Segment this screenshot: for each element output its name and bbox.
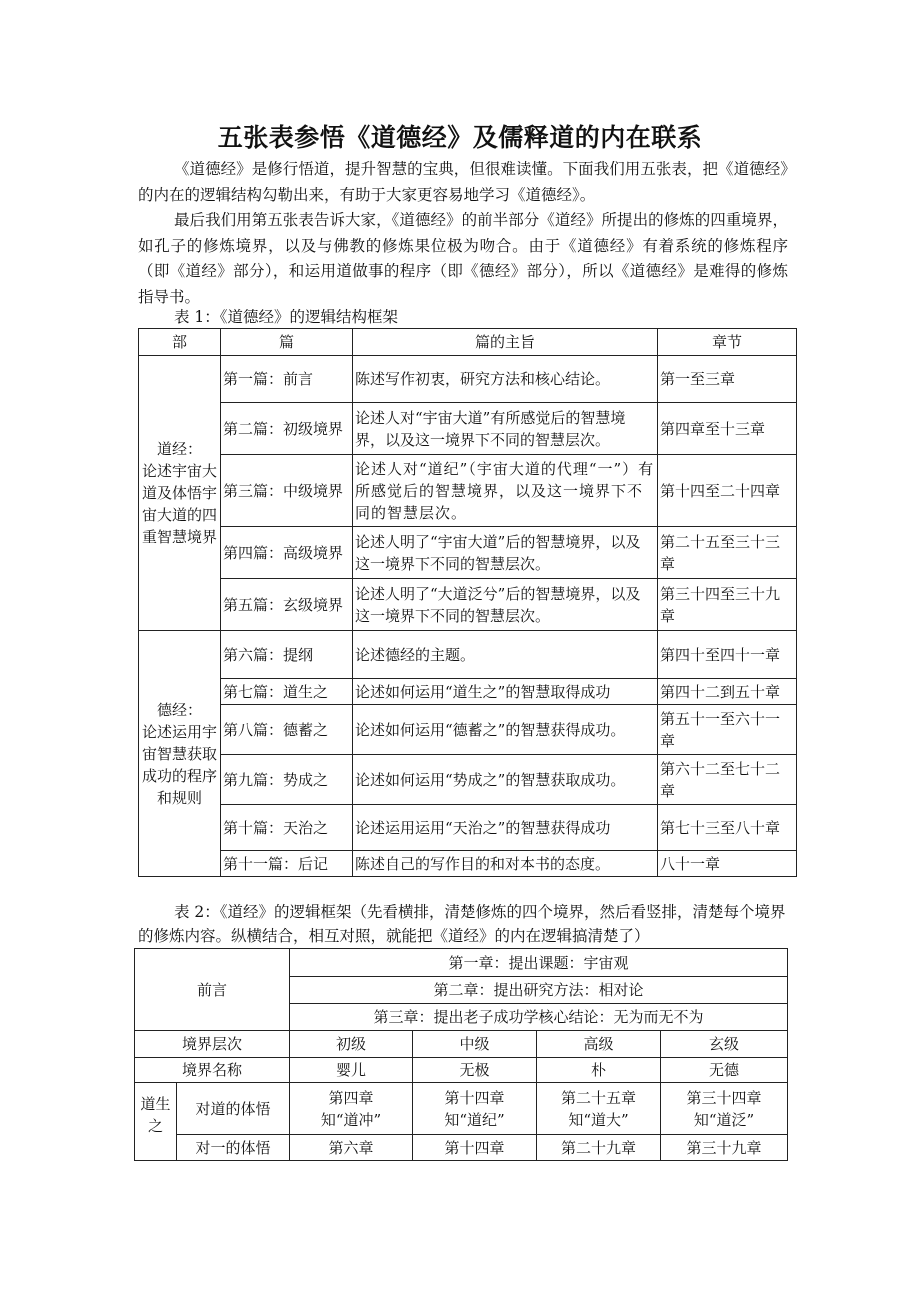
zhi-cell: 论述如何运用“德蓄之”的智慧获得成功。 bbox=[353, 705, 658, 755]
chapter-number: 第四章 bbox=[328, 1088, 374, 1107]
preface-chapter-3: 第三章：提出老子成功学核心结论：无为而无不为 bbox=[290, 1004, 788, 1031]
chapter-cell bbox=[413, 1083, 537, 1135]
pian-cell: 第三篇：中级境界 bbox=[221, 455, 353, 527]
zhi-cell: 陈述自己的写作目的和对本书的态度。 bbox=[353, 851, 658, 877]
preface-chapter-2: 第二章：提出研究方法：相对论 bbox=[290, 977, 788, 1004]
table-row bbox=[139, 631, 797, 679]
chapter-number: 第三十九章 bbox=[661, 1135, 788, 1161]
zhang-cell: 八十一章 bbox=[658, 851, 797, 877]
pian-cell: 第五篇：玄级境界 bbox=[221, 579, 353, 631]
level-cell: 中级 bbox=[413, 1031, 537, 1058]
pian-cell: 第七篇：道生之 bbox=[221, 679, 353, 705]
table-row bbox=[139, 755, 797, 805]
name-cell: 无极 bbox=[413, 1058, 537, 1083]
preface-label: 前言 bbox=[135, 949, 290, 1031]
table-row bbox=[139, 455, 797, 527]
chapter-cell bbox=[661, 1083, 788, 1135]
zhang-cell: 第四十二到五十章 bbox=[658, 679, 797, 705]
table-row bbox=[135, 949, 788, 977]
intro-paragraph-1: 《道德经》是修行悟道，提升智慧的宝典，但很难读懂。下面我们用五张表，把《道德经》的内在的逻辑结构勾勒出来，有助于大家更容易地学习《道德经》。 bbox=[138, 160, 788, 204]
zhi-cell: 论述人明了“宇宙大道”后的智慧境界，以及这一境界下不同的智慧层次。 bbox=[353, 527, 658, 579]
chapter-note: 知“道纪” bbox=[444, 1110, 505, 1129]
page-title: 五张表参悟《道德经》及儒释道的内在联系 bbox=[217, 123, 703, 152]
zhang-cell: 第一至三章 bbox=[658, 356, 797, 403]
name-cell: 无德 bbox=[661, 1058, 788, 1083]
zhi-cell: 论述如何运用“道生之”的智慧取得成功 bbox=[353, 679, 658, 705]
chapter-cell bbox=[290, 1083, 413, 1135]
table-row bbox=[139, 679, 797, 705]
table-row bbox=[139, 851, 797, 877]
pian-cell: 第四篇：高级境界 bbox=[221, 527, 353, 579]
chapter-note: 知“道冲” bbox=[320, 1110, 382, 1129]
pian-cell: 第八篇：德蓄之 bbox=[221, 705, 353, 755]
chapter-number: 第二十五章 bbox=[561, 1088, 637, 1107]
table-row bbox=[139, 805, 797, 851]
table-row bbox=[135, 1058, 788, 1083]
table1-header-zhang: 章节 bbox=[658, 329, 797, 356]
table2-caption: 表 2：《道经》的逻辑框架（先看横排，清楚修炼的四个境界，然后看竖排，清楚每个境界的修炼内容。纵横结合，相互对照，就能把《道经》的内在逻辑搞清楚了） bbox=[138, 903, 786, 945]
chapter-cell bbox=[537, 1083, 661, 1135]
part-label: 道经： bbox=[156, 440, 202, 458]
zhang-cell: 第七十三至八十章 bbox=[658, 805, 797, 851]
table-row bbox=[135, 1031, 788, 1058]
part-desc: 论述宇宙大道及体悟宇宙大道的四重智慧境界 bbox=[141, 462, 217, 546]
table2-structure bbox=[134, 948, 788, 1161]
pian-cell: 第九篇：势成之 bbox=[221, 755, 353, 805]
level-cell: 初级 bbox=[290, 1031, 413, 1058]
chapter-note: 知“道大” bbox=[568, 1110, 629, 1129]
pian-cell: 第二篇：初级境界 bbox=[221, 403, 353, 455]
row-label: 对道的体悟 bbox=[177, 1083, 290, 1135]
table1-caption: 表 1：《道德经》的逻辑结构框架 bbox=[174, 308, 399, 326]
intro-paragraph-2: 最后我们用第五张表告诉大家，《道德经》的前半部分《道经》所提出的修炼的四重境界，如孔子的修炼境界，以及与佛教的修炼果位极为吻合。由于《道德经》有着系统的修炼程序（即《道经》部分），和运用道做事的程序（即《德经》部分），所以《道德经》是难得的修炼指导书。 bbox=[138, 211, 788, 306]
table-row bbox=[139, 527, 797, 579]
chapter-number: 第十四章 bbox=[413, 1135, 537, 1161]
zhang-cell: 第三十四至三十九章 bbox=[658, 579, 797, 631]
zhi-cell: 论述运用运用“天治之”的智慧获得成功 bbox=[353, 805, 658, 851]
table-row bbox=[139, 579, 797, 631]
level-label: 境界层次 bbox=[135, 1031, 290, 1058]
group-label: 道生之 bbox=[135, 1083, 177, 1161]
pian-cell: 第十篇：天治之 bbox=[221, 805, 353, 851]
part-label: 德经： bbox=[156, 700, 202, 719]
table-row bbox=[135, 1083, 788, 1135]
zhang-cell: 第五十一至六十一章 bbox=[658, 705, 797, 755]
zhi-cell: 论述人明了“大道泛兮”后的智慧境界，以及这一境界下不同的智慧层次。 bbox=[353, 579, 658, 631]
table1-header-pian: 篇 bbox=[221, 329, 353, 356]
name-label: 境界名称 bbox=[135, 1058, 290, 1083]
zhi-cell: 论述人对“道纪”（宇宙大道的代理“一”）有所感觉后的智慧境界，以及这一境界下不同的智慧层次。 bbox=[353, 455, 658, 527]
pian-cell: 第一篇：前言 bbox=[221, 356, 353, 403]
preface-chapter-1: 第一章：提出课题：宇宙观 bbox=[290, 949, 788, 977]
table1-header-zhi: 篇的主旨 bbox=[353, 329, 658, 356]
zhi-cell: 论述人对“宇宙大道”有所感觉后的智慧境界，以及这一境界下不同的智慧层次。 bbox=[353, 403, 658, 455]
table1-part-daojing bbox=[139, 356, 221, 631]
name-cell: 朴 bbox=[537, 1058, 661, 1083]
chapter-number: 第二十九章 bbox=[537, 1135, 661, 1161]
zhang-cell: 第六十二至七十二章 bbox=[658, 755, 797, 805]
table1-part-dejing bbox=[139, 631, 221, 877]
zhang-cell: 第二十五至三十三章 bbox=[658, 527, 797, 579]
zhang-cell: 第四章至十三章 bbox=[658, 403, 797, 455]
level-cell: 玄级 bbox=[661, 1031, 788, 1058]
table1-structure bbox=[138, 328, 797, 877]
chapter-number: 第六章 bbox=[290, 1135, 413, 1161]
table1-header-part: 部 bbox=[139, 329, 221, 356]
pian-cell: 第六篇：提纲 bbox=[221, 631, 353, 679]
zhi-cell: 论述如何运用“势成之”的智慧获取成功。 bbox=[353, 755, 658, 805]
chapter-note: 知“道泛” bbox=[693, 1110, 755, 1129]
zhang-cell: 第十四至二十四章 bbox=[658, 455, 797, 527]
zhang-cell: 第四十至四十一章 bbox=[658, 631, 797, 679]
table1-header-row bbox=[139, 329, 797, 356]
name-cell: 婴儿 bbox=[290, 1058, 413, 1083]
part-desc: 论述运用宇宙智慧获取成功的程序和规则 bbox=[141, 722, 217, 807]
table-row bbox=[139, 356, 797, 403]
chapter-number: 第十四章 bbox=[444, 1088, 505, 1107]
table-row bbox=[135, 1135, 788, 1161]
level-cell: 高级 bbox=[537, 1031, 661, 1058]
zhi-cell: 论述德经的主题。 bbox=[353, 631, 658, 679]
table-row bbox=[139, 403, 797, 455]
zhi-cell: 陈述写作初衷，研究方法和核心结论。 bbox=[353, 356, 658, 403]
row-label: 对一的体悟 bbox=[177, 1135, 290, 1161]
chapter-number: 第三十四章 bbox=[686, 1088, 762, 1107]
table-row bbox=[139, 705, 797, 755]
pian-cell: 第十一篇：后记 bbox=[221, 851, 353, 877]
